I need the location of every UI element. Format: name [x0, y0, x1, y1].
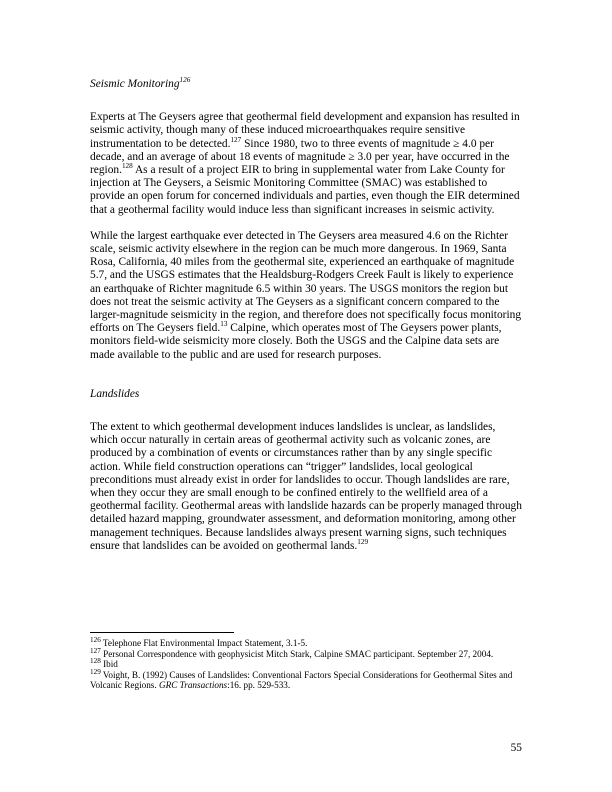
- paragraph-text: Calpine, which operates most of The Geysers power plants, monitors field-wide seismicity more closely. Both the USGS and the Calpine data sets are made available to the public and are used for research purposes.: [90, 322, 502, 361]
- footnote-ref: 13: [220, 320, 228, 329]
- paragraph-text: Since 1980, two to three events of magnitude ≥ 4.0 per decade, and an average of about 18 events of magnitude ≥ 3.0 per year, have occurred in the region.: [90, 137, 510, 177]
- paragraph-text: The extent to which geothermal development induces landslides is unclear, as landslides, which occur naturally in certain areas of geothermal activity such as volcanic zones, are produced by a combination of events or circumstances rather than by any single specific action. While field construction operations can “trigger” landslides, local geological preconditions must already exist in order for landslides to occur. Though landslides are rare, when they occur they are small enough to be confined entirely to the wellfield area of a geothermal facility. Geothermal areas with landslide hazards can be properly managed through detailed hazard mapping, groundwater assessment, and deformation monitoring, among other management techniques. Because landslides always present warning signs, such techniques ensure that landslides can be avoided on geothermal lands.: [90, 421, 522, 552]
- paragraph-text: As a result of a project EIR to bring in supplemental water from Lake County for injection at The Geysers, a Seismic Monitoring Committee (SMAC) was established to provide an open forum for concerned individuals and parties, even though the EIR determined that a geothermal facility would induce less than significant increases in seismic activity.: [90, 164, 520, 216]
- footnote-number: 128: [90, 657, 101, 666]
- footnote-text-end: :16. pp. 529-533.: [227, 680, 291, 691]
- footnotes: [90, 635, 522, 691]
- footnote: [90, 646, 522, 660]
- footnote-number: 126: [90, 635, 101, 644]
- footnote-ref: 127: [230, 135, 242, 144]
- footnote: [90, 635, 522, 649]
- section-heading: [90, 78, 522, 91]
- paragraph: [90, 421, 522, 553]
- section-heading-text: Landslides: [90, 387, 140, 400]
- footnote: [90, 659, 522, 670]
- paragraph: [90, 111, 522, 217]
- paragraph-text: Experts at The Geysers agree that geothermal field development and expansion has resulted in seismic activity, though many of these induced microearthquakes require sensitive instrumentation to be detected.: [90, 111, 520, 150]
- section-heading-text: Seismic Monitoring: [90, 78, 180, 90]
- document-body: [90, 78, 522, 566]
- paragraph-text: While the largest earthquake ever detected in The Geysers area measured 4.6 on the Richter scale, seismic activity elsewhere in the region can be much more dangerous. In 1969, Santa Rosa, California, 40 miles from the geothermal site, experienced an earthquake of magnitude 5.7, and the USGS estimates that the Healdsburg-Rodgers Creek Fault is likely to experience an earthquake of Richter magnitude 6.5 within 30 years. The USGS monitors the region but does not treat the seismic activity at The Geysers as a significant concern compared to the larger-magnitude seismicity in the region, and therefore does not specifically focus monitoring efforts on The Geysers field.: [90, 229, 522, 335]
- footnote-ref: 129: [357, 538, 369, 547]
- footnote-number: 129: [90, 667, 101, 676]
- footnote-ref: 128: [121, 162, 133, 171]
- footnote-text: Personal Correspondence with geophysicist Mitch Stark, Calpine SMAC participant. September 27, 2004.: [100, 648, 494, 659]
- page-number: 55: [510, 742, 522, 754]
- footnote-journal: GRC Transactions: [158, 680, 228, 691]
- footnote-separator: [90, 632, 234, 633]
- footnote-text: Telephone Flat Environmental Impact Statement, 3.1-5.: [100, 638, 308, 648]
- paragraph: [90, 230, 522, 362]
- section-heading: [90, 388, 522, 401]
- footnote-number: 127: [90, 646, 101, 655]
- footnote-text: Ibid: [100, 659, 118, 670]
- footnote: [90, 667, 522, 691]
- footnote-ref: 126: [179, 76, 191, 85]
- footnote-text: Voight, B. (1992) Causes of Landslides: Conventional Factors Special Considerations for Geothermal Sites and Volcanic Regions.: [90, 669, 513, 691]
